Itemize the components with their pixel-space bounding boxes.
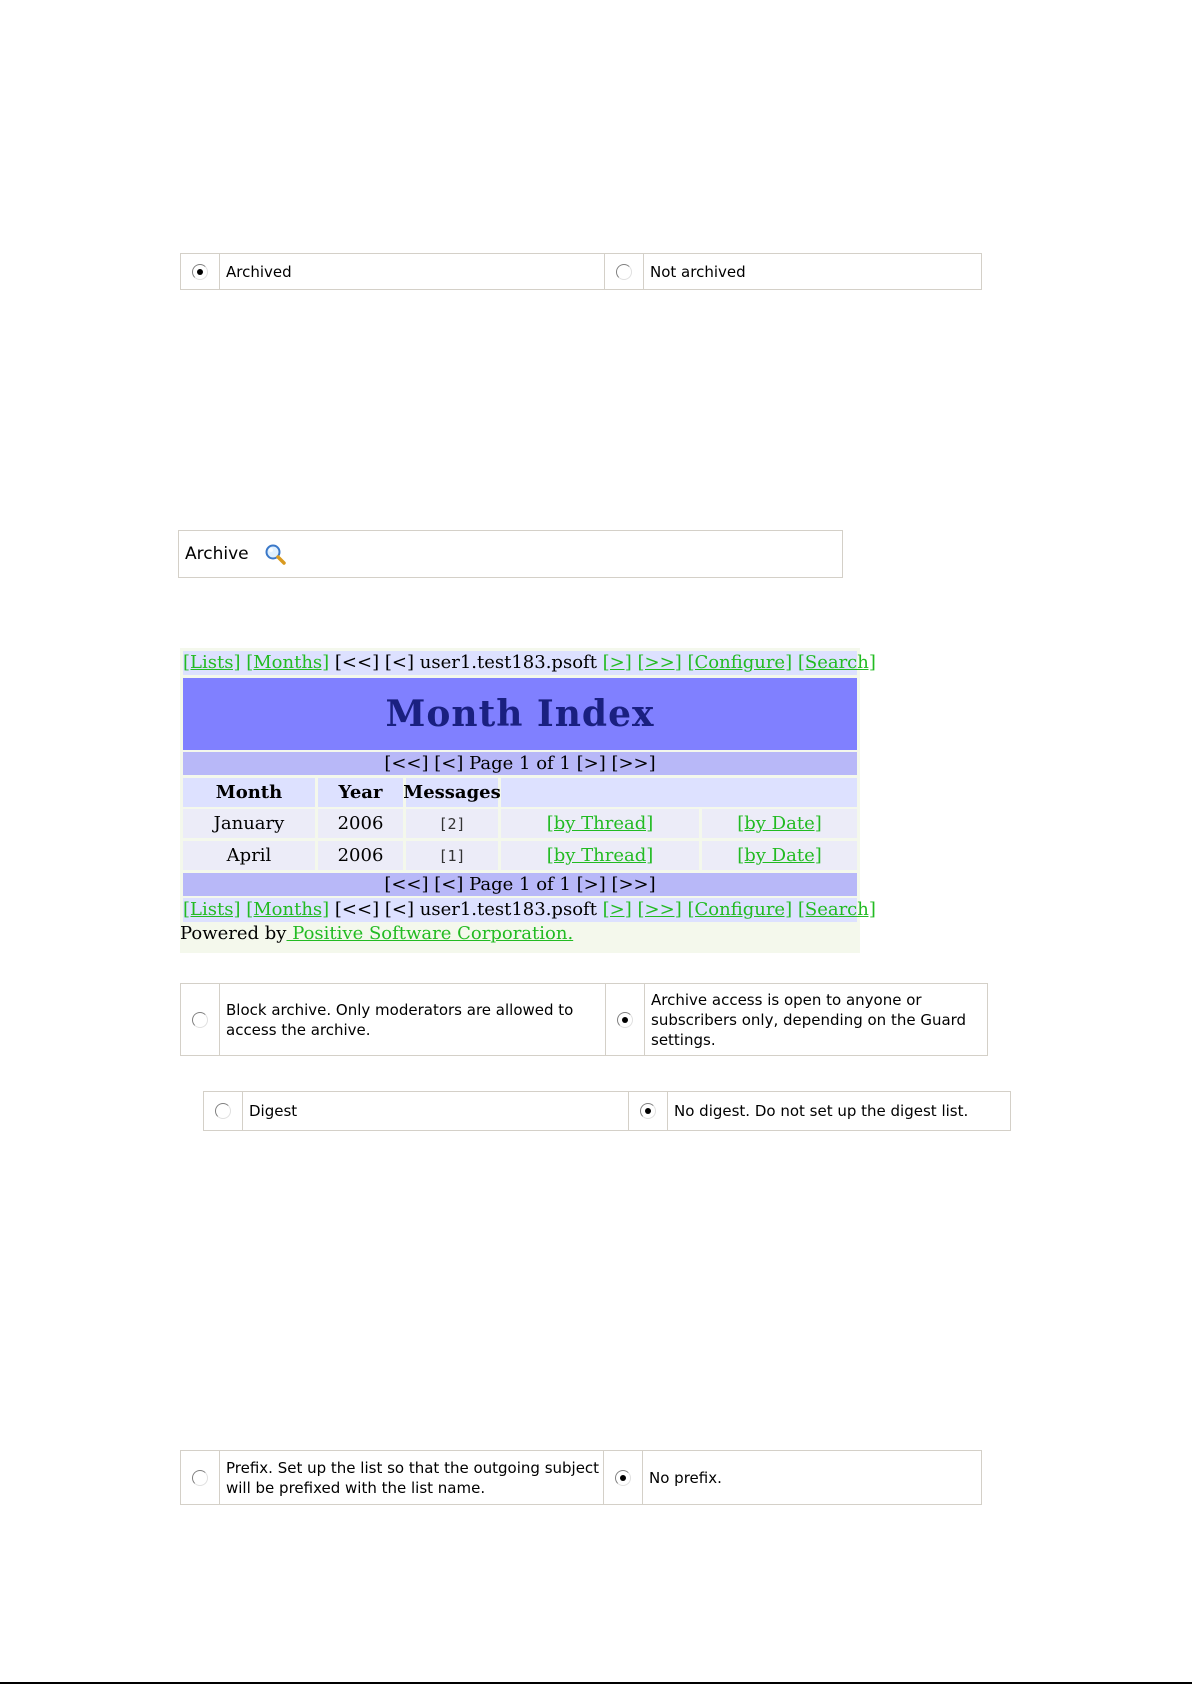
block-archive-radio[interactable] (192, 1012, 208, 1028)
radio-cell (603, 1451, 643, 1504)
nav-prev: [<] (384, 899, 414, 920)
page-title: Month Index (183, 678, 857, 750)
table-row (183, 809, 857, 838)
nav-months-link[interactable]: [Months] (246, 652, 330, 673)
no-prefix-radio[interactable] (615, 1470, 631, 1486)
no-digest-radio[interactable] (640, 1103, 656, 1119)
block-archive-label: Block archive. Only moderators are allowed to access the archive. (226, 1000, 574, 1039)
table-row (183, 841, 857, 870)
no-digest-label: No digest. Do not set up the digest list. (668, 1092, 1011, 1130)
digest-option[interactable] (203, 1092, 628, 1130)
nav-next-link[interactable]: [>] (602, 652, 632, 673)
no-prefix-label: No prefix. (643, 1451, 982, 1504)
by-date-link[interactable]: [by Date] (737, 845, 822, 866)
archived-radio[interactable] (192, 264, 208, 280)
magnifier-icon[interactable] (263, 542, 287, 566)
bottom-nav (183, 898, 876, 922)
nav-prev: [<] (384, 652, 414, 673)
radio-cell (203, 1092, 243, 1130)
not-archived-radio[interactable] (616, 264, 632, 280)
table-header (183, 778, 857, 807)
open-archive-radio[interactable] (617, 1012, 633, 1028)
nav-lists-link[interactable]: [Lists] (183, 652, 241, 673)
archived-option-table (180, 253, 982, 290)
prefix-option[interactable] (180, 1451, 603, 1504)
access-option-table (180, 983, 988, 1056)
digest-label: Digest (249, 1102, 298, 1120)
nav-configure-link[interactable]: [Configure] (687, 899, 793, 920)
block-archive-option[interactable] (180, 984, 605, 1055)
archive-header (178, 530, 843, 578)
no-prefix-option[interactable] (603, 1451, 982, 1504)
top-nav (183, 651, 876, 675)
nav-first: [<<] (334, 652, 380, 673)
nav-last-link[interactable]: [>>] (637, 899, 682, 920)
list-name: user1.test183.psoft (419, 652, 597, 673)
prefix-label: Prefix. Set up the list so that the outgoing subject will be prefixed with the list name. (226, 1458, 600, 1497)
by-thread-link[interactable]: [by Thread] (546, 813, 654, 834)
nav-search-link[interactable]: [Search] (797, 899, 876, 920)
row-year: 2006 (318, 841, 403, 870)
row-messages: [2] (406, 809, 498, 838)
powered-by-text: Powered by (180, 923, 287, 944)
digest-option-table (203, 1091, 1011, 1131)
open-archive-option[interactable] (605, 984, 988, 1055)
radio-cell (605, 984, 645, 1055)
nav-lists-link[interactable]: [Lists] (183, 899, 241, 920)
col-messages: Messages (406, 778, 498, 807)
pager-top: [<<] [<] Page 1 of 1 [>] [>>] (183, 752, 857, 775)
col-month: Month (183, 778, 315, 807)
row-month: April (183, 841, 315, 870)
not-archived-option[interactable] (604, 254, 982, 289)
radio-cell (604, 254, 644, 289)
nav-configure-link[interactable]: [Configure] (687, 652, 793, 673)
col-links (501, 778, 857, 807)
powered-by-link[interactable]: Positive Software Corporation. (286, 923, 574, 944)
nav-months-link[interactable]: [Months] (246, 899, 330, 920)
by-thread-link[interactable]: [by Thread] (546, 845, 654, 866)
by-date-link[interactable]: [by Date] (737, 813, 822, 834)
radio-cell (180, 1451, 220, 1504)
nav-next-link[interactable]: [>] (602, 899, 632, 920)
col-year: Year (318, 778, 403, 807)
nav-last-link[interactable]: [>>] (637, 652, 682, 673)
no-digest-option[interactable] (628, 1092, 1011, 1130)
pager-bottom: [<<] [<] Page 1 of 1 [>] [>>] (183, 873, 857, 896)
row-year: 2006 (318, 809, 403, 838)
not-archived-label: Not archived (644, 254, 982, 289)
month-index-panel (180, 648, 876, 953)
prefix-radio[interactable] (192, 1470, 208, 1486)
open-archive-label: Archive access is open to anyone or subscribers only, depending on the Guard settings. (645, 984, 988, 1055)
row-messages: [1] (406, 841, 498, 870)
nav-first: [<<] (334, 899, 380, 920)
radio-cell (180, 984, 220, 1055)
list-name: user1.test183.psoft (419, 899, 597, 920)
digest-radio[interactable] (215, 1103, 231, 1119)
powered-by (180, 923, 573, 944)
row-month: January (183, 809, 315, 838)
radio-cell (628, 1092, 668, 1130)
archived-option[interactable] (180, 254, 604, 289)
archived-label: Archived (226, 262, 292, 281)
nav-search-link[interactable]: [Search] (797, 652, 876, 673)
archive-title: Archive (185, 544, 249, 564)
prefix-option-table (180, 1450, 982, 1505)
radio-cell (180, 254, 220, 289)
